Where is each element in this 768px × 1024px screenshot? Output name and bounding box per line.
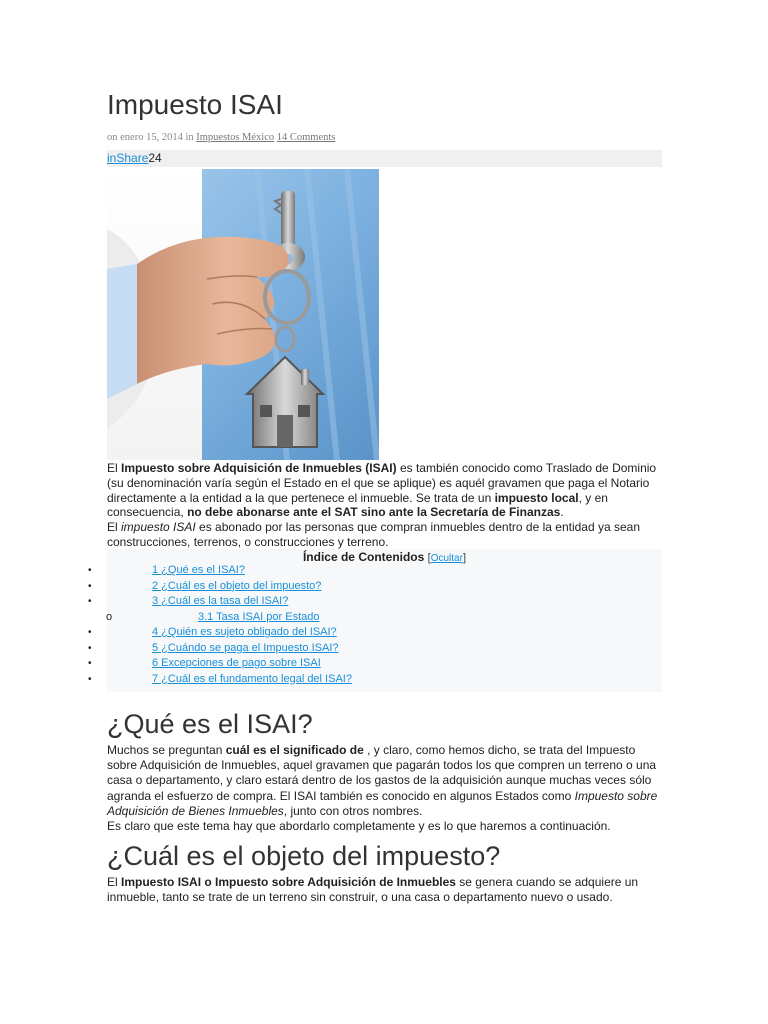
section-que-es-body: [107, 743, 667, 834]
bold-text: cuál es el significado de: [225, 743, 364, 757]
italic-text: Impuesto sobre Adquisición de Bienes Inmuebles: [107, 788, 658, 818]
toc-item: [0, 594, 700, 610]
intro-paragraph: [107, 461, 667, 550]
text-run: , y claro, como hemos dicho, se trata del Impuesto sobre Adquisición de Inmuebles, aquel gravamen que pagarán todos los que compren un terreno o una casa o departamento, y claro estará dentro de los gastos de la adquisición aunque muchas veces sólo agranda el esfuerzo de compra. El ISAI también es conocido en algunos Estados como: [107, 743, 657, 803]
bullet-icon: •: [88, 627, 92, 638]
bullet-icon: •: [88, 658, 92, 669]
share-count: 24: [148, 151, 162, 165]
toc-subitem: [0, 610, 700, 626]
toc-item: [0, 563, 700, 579]
text-run: El: [107, 520, 122, 535]
text-run: es abonado por las personas que compran inmuebles dentro de la entidad ya sean construcciones, terrenos, o construcciones y terreno.: [107, 520, 641, 549]
toc-link[interactable]: 2 ¿Cuál es el objeto del impuesto?: [152, 579, 322, 592]
section-paragraph: [107, 875, 667, 905]
text-run: El: [107, 875, 122, 889]
toc-toggle-link[interactable]: Ocultar: [430, 553, 463, 564]
toc-list: [0, 563, 700, 687]
toc-bracket-close: ]: [462, 552, 467, 564]
bold-text: Impuesto ISAI o Impuesto sobre Adquisición de Inmuebles: [121, 875, 456, 889]
bullet-icon: •: [88, 580, 92, 592]
text-run: es también conocido como Traslado de Dominio (su denominación varía según el Estado en el que se aplique) es aquél gravamen que paga el Notario directamente a la entidad a la que pertenece el inmueble. Se trata de un: [107, 461, 657, 505]
bold-text: no debe abonarse ante el SAT sino ante la Secretaría de Finanzas: [187, 505, 561, 520]
toc-item: [0, 672, 700, 688]
section-objeto-body: [107, 875, 667, 905]
bold-text: Impuesto sobre Adquisición de Inmuebles (ISAI): [121, 461, 397, 475]
intro-text-2: [107, 520, 667, 550]
page-title: Impuesto ISAI: [107, 89, 283, 120]
toc-item: [0, 579, 700, 595]
section-heading-objeto: ¿Cuál es el objeto del impuesto?: [107, 841, 501, 871]
toc-link[interactable]: 4 ¿Quién es sujeto obligado del ISAI?: [152, 626, 337, 638]
sub-bullet-icon: o: [106, 610, 113, 623]
toc-link[interactable]: 3.1 Tasa ISAI por Estado: [198, 610, 320, 623]
toc-link[interactable]: 5 ¿Cuándo se paga el Impuesto ISAI?: [152, 641, 339, 654]
toc-bracket-open: [: [427, 552, 431, 564]
bullet-icon: •: [88, 673, 92, 685]
toc-link[interactable]: 3 ¿Cuál es la tasa del ISAI?: [152, 595, 289, 607]
hand-holding-house-keychain-photo: [107, 169, 379, 460]
intro-text-1: [107, 461, 667, 520]
toc-link[interactable]: 1 ¿Qué es el ISAI?: [152, 564, 245, 576]
inshare-button[interactable]: inShare: [107, 151, 149, 165]
text-run: Muchos se preguntan: [107, 743, 226, 757]
text-run: , y en consecuencia,: [107, 490, 608, 520]
toc-title: Índice de Contenidos: [302, 550, 425, 564]
toc-item: [0, 656, 700, 672]
section-paragraph: [107, 743, 667, 819]
section-heading-que-es: ¿Qué es el ISAI?: [107, 709, 313, 739]
bold-text: impuesto local: [494, 490, 579, 505]
italic-text: impuesto ISAI: [121, 520, 196, 535]
comments-link[interactable]: 14 Comments: [276, 132, 336, 143]
toc-link[interactable]: 7 ¿Cuál es el fundamento legal del ISAI?: [152, 672, 352, 685]
text-run: El: [107, 461, 122, 475]
post-meta: [107, 132, 335, 143]
bullet-icon: •: [88, 642, 92, 654]
category-link[interactable]: Impuestos México: [196, 132, 275, 143]
bullet-icon: •: [88, 565, 92, 576]
toc-item: [0, 641, 700, 657]
text-run: , junto con otros nombres.: [283, 803, 423, 818]
toc-link[interactable]: 6 Excepciones de pago sobre ISAI: [152, 657, 321, 669]
hero-illustration: [107, 169, 379, 460]
post-date: on enero 15, 2014 in: [107, 132, 194, 143]
bullet-icon: •: [88, 596, 92, 607]
share-bar: [107, 150, 662, 167]
toc-header: [107, 550, 662, 564]
text-run: se genera cuando se adquiere un inmueble, tanto se trate de un terreno sin construir, o una casa o departamento nuevo o usado.: [107, 875, 639, 905]
section-paragraph: Es claro que este tema hay que abordarlo completamente y es lo que haremos a continuación.: [107, 819, 611, 834]
toc-item: [0, 625, 700, 641]
text-run: .: [560, 505, 564, 520]
